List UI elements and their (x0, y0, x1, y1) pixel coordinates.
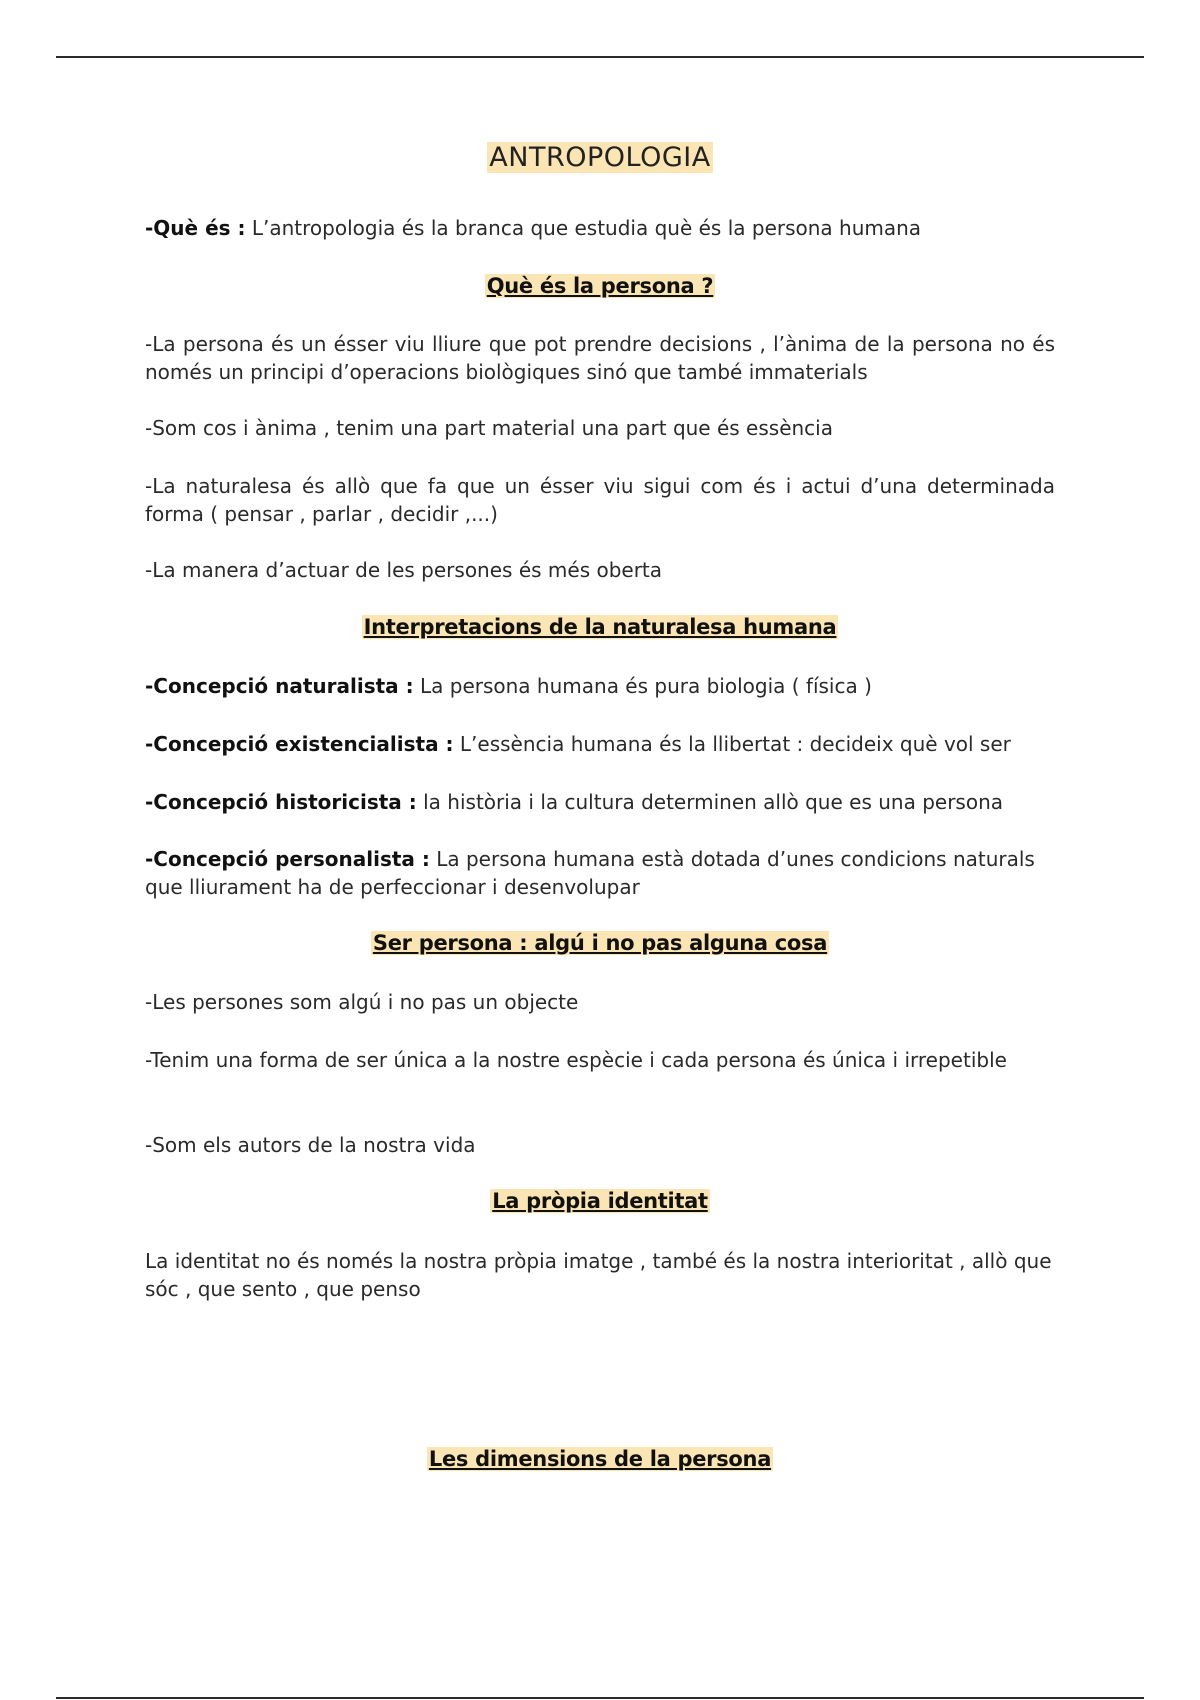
top-rule (56, 56, 1144, 58)
intro-label: -Què és : (145, 216, 246, 240)
concept-label: -Concepció historicista : (145, 790, 417, 814)
paragraph: -La manera d’actuar de les persones és més oberta (145, 558, 663, 582)
concept-text: La persona humana està dotada d’unes condicions naturals que lliurament ha de perfeccionar i desenvolupar (145, 847, 1035, 899)
section-heading-dimensions: Les dimensions de la persona (428, 1447, 772, 1471)
concept-label: -Concepció existencialista : (145, 732, 454, 756)
concept-text: La persona humana és pura biologia ( física ) (413, 674, 872, 698)
paragraph: -Som cos i ànima , tenim una part material una part que és essència (145, 416, 833, 440)
page-title-text: ANTROPOLOGIA (489, 142, 711, 173)
paragraph: -La persona és un ésser viu lliure que pot prendre decisions , l’ànima de la persona no és només un principi d’operacions biològiques sinó que també immaterials (145, 332, 1055, 384)
concept-item (145, 730, 1055, 758)
concept-item (145, 845, 1055, 901)
section-heading-ser-persona: Ser persona : algú i no pas alguna cosa (372, 931, 828, 955)
concept-text: la història i la cultura determinen allò que es una persona (416, 790, 1004, 814)
section-heading-interpretacions: Interpretacions de la naturalesa humana (363, 615, 837, 639)
paragraph: -Som els autors de la nostra vida (145, 1133, 476, 1157)
paragraph: -Tenim una forma de ser única a la nostre espècie i cada persona és única i irrepetible (145, 1048, 1007, 1072)
concept-text: L’essència humana és la llibertat : decideix què vol ser (453, 732, 1011, 756)
concept-item (145, 672, 1055, 700)
page-title (145, 142, 1055, 173)
intro-paragraph (145, 214, 1055, 242)
paragraph: La identitat no és només la nostra pròpia imatge , també és la nostra interioritat , allò que sóc , que sento , que penso (145, 1249, 1052, 1301)
concept-label: -Concepció naturalista : (145, 674, 414, 698)
paragraph: -Les persones som algú i no pas un objecte (145, 990, 579, 1014)
paragraph: -La naturalesa és allò que fa que un ésser viu sigui com és i actui d’una determinada forma ( pensar , parlar , decidir ,...) (145, 474, 1055, 526)
section-heading-propia-identitat: La pròpia identitat (492, 1189, 708, 1213)
intro-text: L’antropologia és la branca que estudia què és la persona humana (245, 216, 922, 240)
section-heading-que-es-la-persona: Què és la persona ? (486, 274, 714, 298)
concept-item (145, 788, 1055, 816)
bottom-rule (56, 1697, 1144, 1699)
concept-label: -Concepció personalista : (145, 847, 430, 871)
